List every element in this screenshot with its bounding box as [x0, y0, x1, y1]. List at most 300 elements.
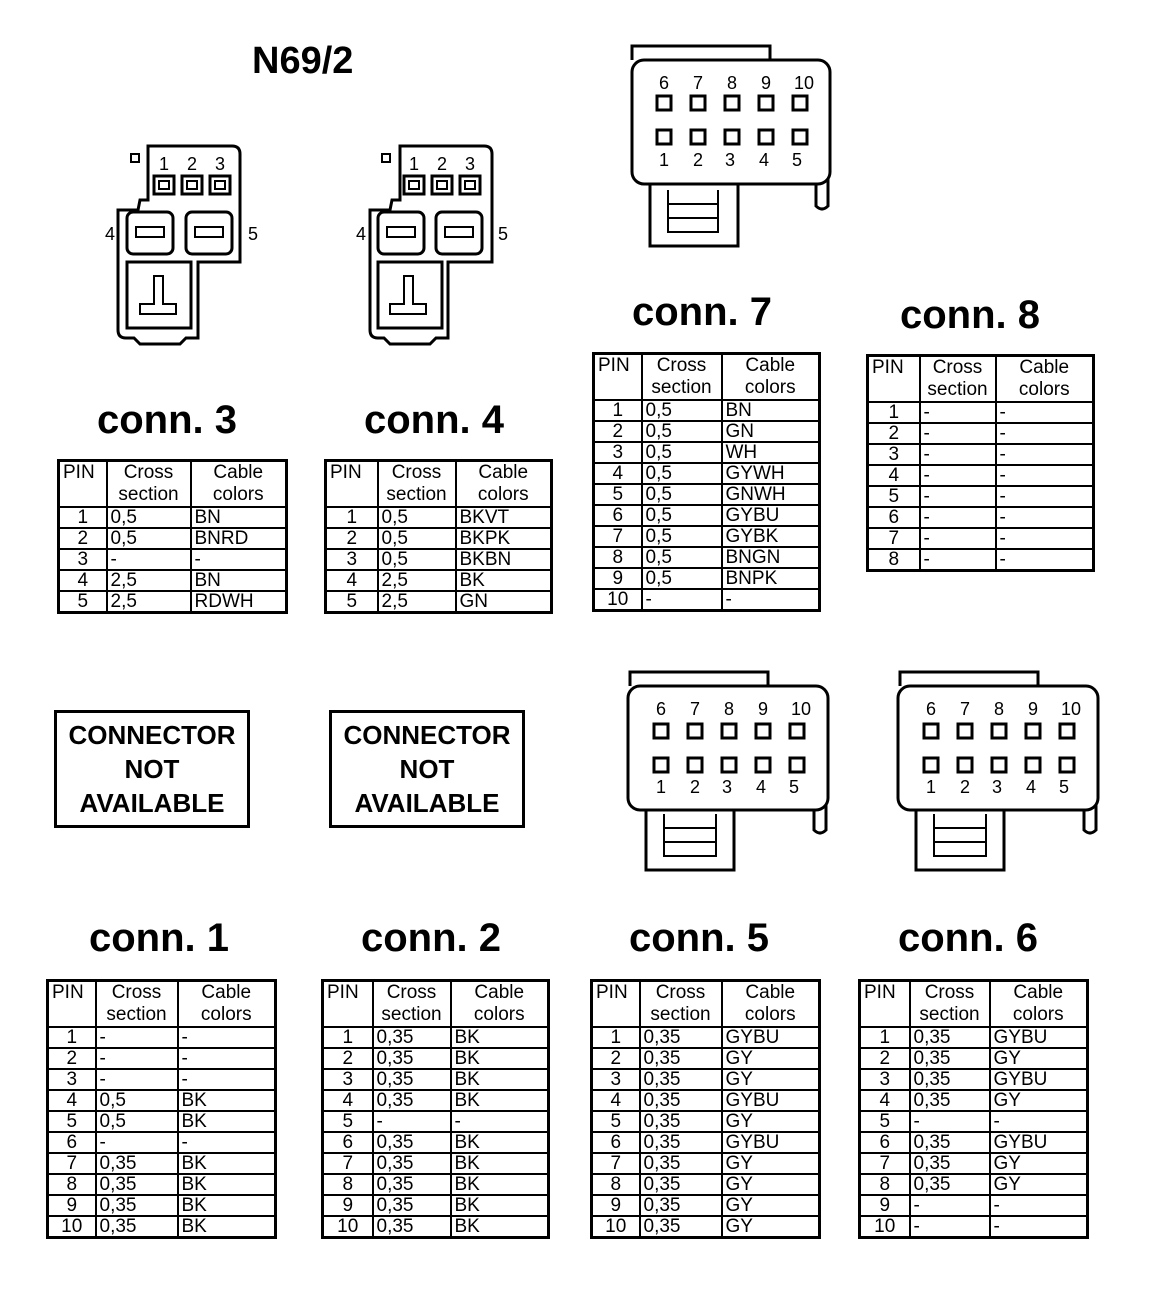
- pin-number-cell: 1: [868, 402, 920, 423]
- table-row: [868, 549, 1094, 571]
- cable-color-cell: BK: [451, 1195, 549, 1216]
- table-row: [868, 486, 1094, 507]
- table-row: [860, 1174, 1088, 1195]
- cable-color-cell: GYBU: [722, 1090, 820, 1111]
- cross-section-cell: 0,5: [642, 526, 722, 547]
- cross-section-cell: 0,35: [910, 1048, 990, 1069]
- cable-color-cell: GY: [990, 1174, 1088, 1195]
- pin-label: 2: [186, 154, 198, 174]
- pin-number-cell: 1: [323, 1027, 373, 1048]
- cable-color-cell: GY: [722, 1195, 820, 1216]
- cross-section-cell: 0,35: [910, 1027, 990, 1048]
- cross-section-cell: 0,5: [642, 547, 722, 568]
- cross-section-cell: -: [96, 1069, 178, 1090]
- table-row: [323, 1048, 549, 1069]
- na-line: NOT: [124, 754, 180, 784]
- cross-section-cell: 0,5: [642, 568, 722, 589]
- cable-color-cell: BK: [456, 570, 552, 591]
- conn6-pin-table: [858, 979, 1089, 1239]
- table-row: [48, 1195, 276, 1216]
- cross-section-cell: 0,35: [373, 1132, 451, 1153]
- pin-label: 9: [1027, 699, 1039, 719]
- cross-section-cell: 0,5: [642, 400, 722, 421]
- cross-section-cell: -: [920, 423, 996, 444]
- cable-colors-header: Cable colors: [456, 461, 552, 508]
- table-row: [592, 1174, 820, 1195]
- pin-number-cell: 6: [860, 1132, 910, 1153]
- cross-section-cell: -: [373, 1111, 451, 1132]
- table-row: [326, 591, 552, 613]
- pin-label: 1: [655, 777, 667, 797]
- cable-color-cell: BN: [722, 400, 820, 421]
- cross-section-cell: -: [920, 507, 996, 528]
- cable-colors-header: Cable colors: [990, 981, 1088, 1028]
- pin-number-cell: 8: [868, 549, 920, 571]
- na-line: CONNECTOR: [68, 720, 236, 750]
- table-row: [594, 463, 820, 484]
- connector-not-available-box: [54, 710, 250, 828]
- table-row: [592, 1195, 820, 1216]
- pin-label: 8: [993, 699, 1005, 719]
- cross-section-cell: -: [920, 486, 996, 507]
- table-row: [59, 507, 287, 528]
- table-row: [48, 1174, 276, 1195]
- pin-label: 1: [408, 154, 420, 174]
- cross-section-cell: 0,35: [640, 1195, 722, 1216]
- pin-label: 7: [959, 699, 971, 719]
- pin-header: PIN: [326, 461, 378, 508]
- pin-number-cell: 5: [323, 1111, 373, 1132]
- table-row: [594, 526, 820, 547]
- cable-color-cell: BNRD: [191, 528, 287, 549]
- pin-label: 1: [158, 154, 170, 174]
- cross-section-cell: -: [96, 1027, 178, 1048]
- cable-color-cell: GY: [722, 1153, 820, 1174]
- table-row: [323, 1111, 549, 1132]
- pin-number-cell: 5: [326, 591, 378, 613]
- pin-label: 5: [788, 777, 800, 797]
- table-row: [592, 1132, 820, 1153]
- table-row: [59, 591, 287, 613]
- cable-color-cell: GN: [456, 591, 552, 613]
- pin-number-cell: 1: [59, 507, 107, 528]
- cable-color-cell: -: [990, 1111, 1088, 1132]
- cross-section-cell: 0,35: [373, 1027, 451, 1048]
- cross-section-cell: 0,35: [910, 1132, 990, 1153]
- pin-header: PIN: [323, 981, 373, 1028]
- cable-color-cell: GYBU: [990, 1069, 1088, 1090]
- pin-number-cell: 7: [868, 528, 920, 549]
- cable-color-cell: GN: [722, 421, 820, 442]
- table-row: [323, 1153, 549, 1174]
- pin-number-cell: 3: [592, 1069, 640, 1090]
- pin-label: 4: [355, 224, 367, 244]
- pin-label: 3: [991, 777, 1003, 797]
- cable-colors-header: Cable colors: [722, 981, 820, 1028]
- conn6-title: conn. 6: [898, 916, 1039, 960]
- conn1-pin-table: [46, 979, 277, 1239]
- na-line: AVAILABLE: [354, 788, 500, 818]
- cable-color-cell: GY: [722, 1216, 820, 1238]
- cross-section-cell: -: [920, 465, 996, 486]
- pin-number-cell: 4: [868, 465, 920, 486]
- cable-color-cell: BK: [451, 1153, 549, 1174]
- table-row: [592, 1153, 820, 1174]
- pin-header: PIN: [592, 981, 640, 1028]
- pin-number-cell: 8: [860, 1174, 910, 1195]
- cross-section-cell: 0,5: [642, 484, 722, 505]
- table-row: [59, 549, 287, 570]
- cable-color-cell: GY: [722, 1069, 820, 1090]
- cross-section-cell: -: [920, 528, 996, 549]
- pin-label: 9: [760, 73, 772, 93]
- pin-number-cell: 7: [592, 1153, 640, 1174]
- table-row: [59, 570, 287, 591]
- cross-section-cell: -: [96, 1048, 178, 1069]
- table-row: [860, 1111, 1088, 1132]
- table-row: [592, 1048, 820, 1069]
- cable-color-cell: GYBU: [722, 1132, 820, 1153]
- cross-section-cell: 0,5: [378, 528, 456, 549]
- conn7-pin-table: [592, 352, 821, 612]
- table-row: [860, 1216, 1088, 1238]
- pin-number-cell: 1: [860, 1027, 910, 1048]
- pin-number-cell: 10: [323, 1216, 373, 1238]
- pin-label: 4: [758, 150, 770, 170]
- table-row: [860, 1132, 1088, 1153]
- pin-number-cell: 9: [594, 568, 642, 589]
- cable-color-cell: BK: [178, 1174, 276, 1195]
- cross-section-cell: 0,35: [373, 1048, 451, 1069]
- cable-color-cell: BK: [178, 1090, 276, 1111]
- pin-label: 6: [655, 699, 667, 719]
- pin-number-cell: 4: [592, 1090, 640, 1111]
- cross-section-cell: 0,5: [378, 549, 456, 570]
- table-row: [594, 589, 820, 611]
- pin-number-cell: 4: [326, 570, 378, 591]
- cable-color-cell: -: [990, 1195, 1088, 1216]
- table-row: [860, 1069, 1088, 1090]
- pin-label: 5: [247, 224, 259, 244]
- pin-number-cell: 10: [48, 1216, 96, 1238]
- table-row: [326, 528, 552, 549]
- cable-color-cell: GYBU: [722, 1027, 820, 1048]
- cable-color-cell: -: [996, 507, 1094, 528]
- cable-color-cell: -: [996, 444, 1094, 465]
- pin-label: 3: [464, 154, 476, 174]
- cross-section-cell: 0,35: [910, 1090, 990, 1111]
- pin-label: 2: [689, 777, 701, 797]
- table-row: [323, 1195, 549, 1216]
- cross-section-cell: 0,35: [96, 1216, 178, 1238]
- pin-label: 5: [1058, 777, 1070, 797]
- table-row: [48, 1153, 276, 1174]
- cross-section-cell: 0,5: [378, 507, 456, 528]
- cross-section-cell: 0,35: [640, 1090, 722, 1111]
- conn8-title: conn. 8: [900, 293, 1041, 337]
- conn3-pin-table: [57, 459, 288, 614]
- pin-number-cell: 2: [48, 1048, 96, 1069]
- table-row: [323, 1174, 549, 1195]
- pin-number-cell: 8: [594, 547, 642, 568]
- table-row: [860, 1153, 1088, 1174]
- pin-number-cell: 2: [592, 1048, 640, 1069]
- cross-section-header: Cross section: [642, 354, 722, 401]
- cable-color-cell: -: [996, 402, 1094, 423]
- cable-color-cell: GY: [990, 1048, 1088, 1069]
- conn7-title: conn. 7: [632, 290, 773, 334]
- cross-section-cell: 0,35: [96, 1195, 178, 1216]
- cable-color-cell: BK: [178, 1153, 276, 1174]
- table-row: [48, 1132, 276, 1153]
- pin-number-cell: 9: [323, 1195, 373, 1216]
- cross-section-cell: -: [107, 549, 191, 570]
- cross-section-cell: 0,35: [640, 1027, 722, 1048]
- cross-section-cell: -: [920, 549, 996, 571]
- conn4-title: conn. 4: [364, 398, 505, 442]
- conn2-title: conn. 2: [361, 916, 502, 960]
- pin-label: 4: [104, 224, 116, 244]
- table-row: [326, 507, 552, 528]
- cross-section-cell: -: [910, 1111, 990, 1132]
- cable-color-cell: GYBK: [722, 526, 820, 547]
- cross-section-cell: 0,35: [373, 1153, 451, 1174]
- pin-label: 8: [726, 73, 738, 93]
- table-row: [860, 1195, 1088, 1216]
- cross-section-cell: 0,35: [96, 1153, 178, 1174]
- pin-header: PIN: [48, 981, 96, 1028]
- cross-section-cell: 0,35: [373, 1216, 451, 1238]
- table-row: [594, 568, 820, 589]
- table-row: [48, 1216, 276, 1238]
- pin-label: 10: [793, 73, 815, 93]
- pin-label: 9: [757, 699, 769, 719]
- table-row: [594, 547, 820, 568]
- pin-number-cell: 5: [868, 486, 920, 507]
- cable-color-cell: BK: [451, 1048, 549, 1069]
- cross-section-cell: -: [920, 402, 996, 423]
- conn1-title: conn. 1: [89, 916, 230, 960]
- table-row: [323, 1216, 549, 1238]
- table-row: [592, 1069, 820, 1090]
- cross-section-cell: 2,5: [378, 591, 456, 613]
- table-row: [860, 1048, 1088, 1069]
- pin-number-cell: 7: [594, 526, 642, 547]
- conn4-pin-table: [324, 459, 553, 614]
- cable-color-cell: BN: [191, 507, 287, 528]
- pin-label: 8: [723, 699, 735, 719]
- cable-color-cell: GYBU: [990, 1132, 1088, 1153]
- pin-number-cell: 6: [868, 507, 920, 528]
- pin-number-cell: 5: [59, 591, 107, 613]
- table-row: [594, 484, 820, 505]
- table-row: [594, 400, 820, 421]
- table-row: [48, 1048, 276, 1069]
- cross-section-header: Cross section: [378, 461, 456, 508]
- pin-number-cell: 2: [323, 1048, 373, 1069]
- pin-number-cell: 7: [48, 1153, 96, 1174]
- cable-color-cell: BK: [178, 1195, 276, 1216]
- table-row: [592, 1027, 820, 1048]
- cross-section-cell: 0,5: [642, 421, 722, 442]
- pin-number-cell: 4: [594, 463, 642, 484]
- cross-section-cell: 0,5: [642, 463, 722, 484]
- pin-header: PIN: [59, 461, 107, 508]
- pin-number-cell: 6: [592, 1132, 640, 1153]
- pin-label: 2: [436, 154, 448, 174]
- cross-section-cell: 0,5: [107, 528, 191, 549]
- pin-number-cell: 3: [860, 1069, 910, 1090]
- cable-color-cell: -: [990, 1216, 1088, 1238]
- pin-number-cell: 5: [48, 1111, 96, 1132]
- cable-color-cell: -: [178, 1069, 276, 1090]
- table-row: [868, 465, 1094, 486]
- cross-section-cell: 0,5: [96, 1090, 178, 1111]
- cable-colors-header: Cable colors: [722, 354, 820, 401]
- table-row: [594, 421, 820, 442]
- pin-number-cell: 9: [592, 1195, 640, 1216]
- cable-color-cell: GY: [722, 1048, 820, 1069]
- pin-header: PIN: [594, 354, 642, 401]
- pin-number-cell: 5: [592, 1111, 640, 1132]
- cross-section-header: Cross section: [107, 461, 191, 508]
- pin-label: 10: [790, 699, 812, 719]
- pin-number-cell: 4: [860, 1090, 910, 1111]
- pin-number-cell: 2: [860, 1048, 910, 1069]
- pin-number-cell: 3: [323, 1069, 373, 1090]
- pin-number-cell: 1: [326, 507, 378, 528]
- pin-number-cell: 10: [592, 1216, 640, 1238]
- pin-number-cell: 3: [48, 1069, 96, 1090]
- cable-color-cell: BK: [451, 1132, 549, 1153]
- cross-section-cell: 2,5: [107, 591, 191, 613]
- cross-section-cell: -: [96, 1132, 178, 1153]
- cable-color-cell: BK: [178, 1111, 276, 1132]
- pin-label: 6: [658, 73, 670, 93]
- cable-color-cell: BKPK: [456, 528, 552, 549]
- table-row: [592, 1111, 820, 1132]
- cross-section-cell: 0,5: [96, 1111, 178, 1132]
- pin-number-cell: 7: [323, 1153, 373, 1174]
- pin-header: PIN: [868, 356, 920, 403]
- cross-section-cell: 0,35: [373, 1090, 451, 1111]
- connector-drawing-small-a: [118, 146, 240, 344]
- pin-number-cell: 8: [592, 1174, 640, 1195]
- pin-number-cell: 2: [59, 528, 107, 549]
- pin-header: PIN: [860, 981, 910, 1028]
- connector-not-available-box: [329, 710, 525, 828]
- table-row: [323, 1132, 549, 1153]
- pin-label: 7: [692, 73, 704, 93]
- table-row: [326, 549, 552, 570]
- table-row: [48, 1090, 276, 1111]
- cable-colors-header: Cable colors: [178, 981, 276, 1028]
- cable-color-cell: -: [191, 549, 287, 570]
- table-row: [48, 1027, 276, 1048]
- pin-number-cell: 6: [594, 505, 642, 526]
- conn2-pin-table: [321, 979, 550, 1239]
- cable-color-cell: GYBU: [990, 1027, 1088, 1048]
- cross-section-cell: 0,5: [107, 507, 191, 528]
- cable-colors-header: Cable colors: [451, 981, 549, 1028]
- cross-section-cell: -: [642, 589, 722, 611]
- cross-section-cell: -: [910, 1216, 990, 1238]
- pin-number-cell: 8: [323, 1174, 373, 1195]
- cable-color-cell: -: [178, 1132, 276, 1153]
- cross-section-cell: 0,35: [640, 1048, 722, 1069]
- cross-section-cell: 2,5: [107, 570, 191, 591]
- cross-section-cell: 0,35: [373, 1195, 451, 1216]
- pin-number-cell: 6: [48, 1132, 96, 1153]
- cable-color-cell: BN: [191, 570, 287, 591]
- conn8-pin-table: [866, 354, 1095, 572]
- cross-section-cell: 0,35: [910, 1153, 990, 1174]
- cable-color-cell: BK: [451, 1069, 549, 1090]
- cable-color-cell: GY: [990, 1090, 1088, 1111]
- pin-label: 1: [658, 150, 670, 170]
- cable-color-cell: BK: [451, 1174, 549, 1195]
- pin-label: 4: [755, 777, 767, 797]
- table-row: [868, 528, 1094, 549]
- cable-color-cell: GYBU: [722, 505, 820, 526]
- cross-section-header: Cross section: [920, 356, 996, 403]
- pin-label: 7: [689, 699, 701, 719]
- cable-color-cell: BNPK: [722, 568, 820, 589]
- na-line: CONNECTOR: [343, 720, 511, 750]
- cable-color-cell: RDWH: [191, 591, 287, 613]
- pin-label: 2: [959, 777, 971, 797]
- pin-label: 3: [721, 777, 733, 797]
- cross-section-cell: 0,35: [373, 1069, 451, 1090]
- pin-number-cell: 9: [860, 1195, 910, 1216]
- conn5-pin-table: [590, 979, 821, 1239]
- table-row: [868, 507, 1094, 528]
- cable-color-cell: GNWH: [722, 484, 820, 505]
- cross-section-cell: 0,35: [96, 1174, 178, 1195]
- cable-color-cell: BKVT: [456, 507, 552, 528]
- pin-number-cell: 4: [323, 1090, 373, 1111]
- table-row: [326, 570, 552, 591]
- pin-number-cell: 3: [868, 444, 920, 465]
- cable-color-cell: -: [996, 465, 1094, 486]
- cable-color-cell: -: [996, 486, 1094, 507]
- table-row: [868, 402, 1094, 423]
- cross-section-cell: -: [910, 1195, 990, 1216]
- cable-color-cell: -: [996, 528, 1094, 549]
- pin-number-cell: 1: [594, 400, 642, 421]
- cross-section-cell: 0,35: [910, 1069, 990, 1090]
- cable-color-cell: GY: [990, 1153, 1088, 1174]
- cross-section-cell: 0,35: [640, 1174, 722, 1195]
- cross-section-cell: -: [920, 444, 996, 465]
- cross-section-cell: 0,35: [640, 1069, 722, 1090]
- pin-label: 2: [692, 150, 704, 170]
- table-row: [48, 1111, 276, 1132]
- pin-number-cell: 1: [592, 1027, 640, 1048]
- na-line: NOT: [399, 754, 455, 784]
- table-row: [594, 442, 820, 463]
- pin-number-cell: 7: [860, 1153, 910, 1174]
- cable-color-cell: -: [178, 1027, 276, 1048]
- cable-colors-header: Cable colors: [191, 461, 287, 508]
- cross-section-cell: 0,35: [640, 1132, 722, 1153]
- cable-color-cell: WH: [722, 442, 820, 463]
- cable-color-cell: BNGN: [722, 547, 820, 568]
- pin-number-cell: 10: [860, 1216, 910, 1238]
- pin-label: 4: [1025, 777, 1037, 797]
- cross-section-cell: 0,5: [642, 505, 722, 526]
- table-row: [592, 1216, 820, 1238]
